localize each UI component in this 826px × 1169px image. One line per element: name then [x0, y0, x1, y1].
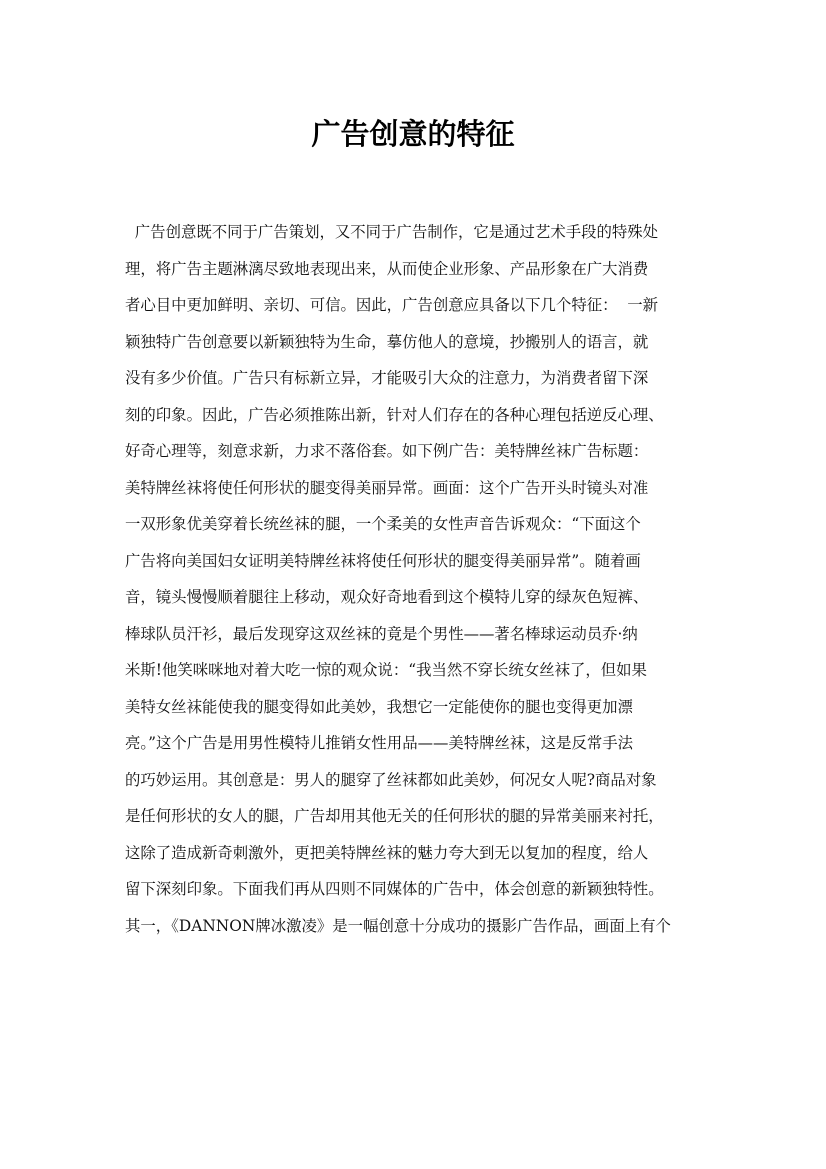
text-line: 其一，《DANNON牌冰激凌》是一幅创意十分成功的摄影广告作品，画面上有个: [125, 916, 671, 935]
text-line: 刻的印象。因此，广告必须推陈出新，针对人们存在的各种心理包括逆反心理、: [125, 405, 664, 424]
text-line: 米斯!他笑咪咪地对着大吃一惊的观众说：“我当然不穿长统女丝袜了，但如果: [125, 661, 647, 679]
text-line: 一双形象优美穿着长统丝袜的腿，一个柔美的女性声音告诉观众：“下面这个: [125, 515, 641, 533]
text-line: 这除了造成新奇刺激外，更把美特牌丝袜的魅力夸大到无以复加的程度，给人: [125, 843, 649, 862]
text-line: 美特女丝袜能使我的腿变得如此美妙，我想它一定能使你的腿也变得更加漂: [125, 697, 633, 716]
text-line: 好奇心理等，刻意求新，力求不落俗套。如下例广告：美特牌丝袜广告标题：: [125, 442, 649, 460]
text-line: 留下深刻印象。下面我们再从四则不同媒体的广告中，体会创意的新颖独特性。: [125, 880, 664, 898]
text-line: 亮。”这个广告是用男性模特儿推销女性用品——美特牌丝袜，这是反常手法: [125, 734, 634, 752]
text-line: 广告创意既不同于广告策划，又不同于广告制作，它是通过艺术手段的特殊处: [125, 223, 659, 241]
document-title: 广告创意的特征: [311, 117, 515, 151]
text-line: 棒球队员汗衫，最后发现穿这双丝袜的竟是个男性——著名棒球运动员乔·纳: [125, 624, 638, 643]
body-paragraph: [125, 214, 725, 944]
text-line: 者心目中更加鲜明、亲切、可信。因此，广告创意应具备以下几个特征： 一新: [125, 296, 659, 314]
text-line: 理，将广告主题淋漓尽致地表现出来，从而使企业形象、产品形象在广大消费: [125, 259, 649, 278]
text-line: 音，镜头慢慢顺着腿往上移动，观众好奇地看到这个模特儿穿的绿灰色短裤、: [125, 588, 649, 606]
text-line: 美特牌丝袜将使任何形状的腿变得美丽异常。画面：这个广告开头时镜头对准: [125, 478, 649, 497]
text-line: 是任何形状的女人的腿，广告却用其他无关的任何形状的腿的异常美丽来衬托，: [125, 807, 664, 825]
text-line: 的巧妙运用。其创意是：男人的腿穿了丝袜都如此美妙，何况女人呢?商品对象: [125, 770, 657, 789]
text-line: 广告将向美国妇女证明美特牌丝袜将使任何形状的腿变得美丽异常”。随着画: [125, 551, 641, 570]
text-line: 颖独特广告创意要以新颖独特为生命，摹仿他人的意境，抄搬别人的语言，就: [125, 332, 649, 351]
text-line: 没有多少价值。广告只有标新立异，才能吸引大众的注意力，为消费者留下深: [125, 369, 649, 387]
